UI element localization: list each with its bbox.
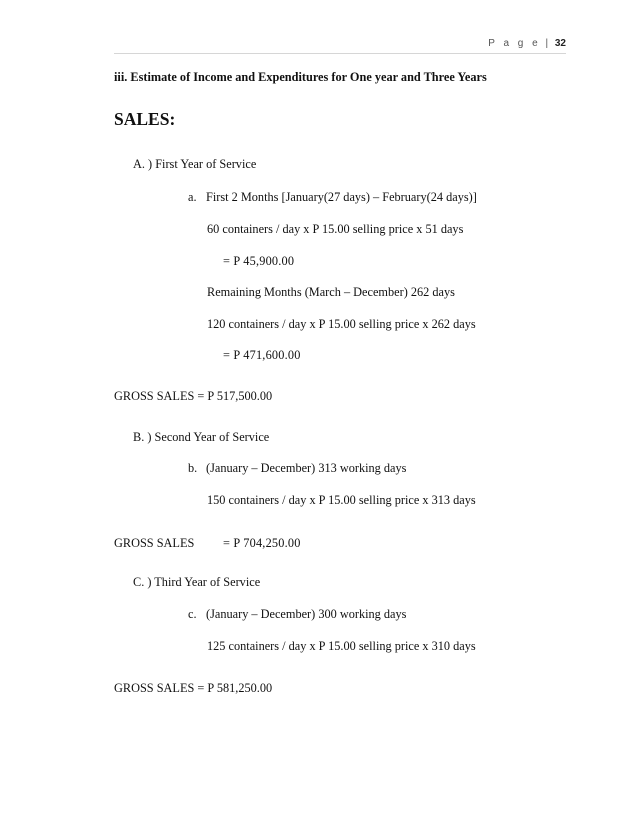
first-year-remaining: Remaining Months (March – December) 262 days (207, 285, 455, 299)
second-year-item (188, 461, 406, 475)
first-year-item (188, 190, 477, 204)
header-rule (114, 53, 566, 54)
second-year-gross-label: GROSS SALES (114, 536, 195, 550)
third-year-title: C. ) Third Year of Service (133, 575, 261, 589)
second-year-item-marker: b. (188, 461, 198, 475)
second-year-gross-value: = P 704,250.00 (223, 536, 301, 550)
third-year-item-marker: c. (188, 607, 197, 621)
second-year-calc: 150 containers / day x P 15.00 selling price x 313 days (207, 493, 476, 507)
third-year-item (188, 607, 406, 621)
page-header (488, 38, 566, 49)
third-year-item-text: (January – December) 300 working days (206, 607, 407, 621)
first-year-result-1: = P 45,900.00 (223, 254, 295, 268)
first-year-calc-2: 120 containers / day x P 15.00 selling price x 262 days (207, 317, 476, 331)
page-separator: | (545, 38, 549, 49)
first-year-result-2: = P 471,600.00 (223, 348, 301, 362)
first-year-item-text: First 2 Months [January(27 days) – February(24 days)] (206, 190, 477, 204)
second-year-title: B. ) Second Year of Service (133, 430, 270, 444)
first-year-title: A. ) First Year of Service (133, 157, 257, 171)
section-heading: iii. Estimate of Income and Expenditures for One year and Three Years (114, 70, 487, 84)
page-label: P a g e (488, 38, 541, 49)
first-year-gross-sales: GROSS SALES = P 517,500.00 (114, 389, 273, 403)
page-number: 32 (554, 38, 566, 49)
sales-title: SALES: (114, 109, 176, 129)
second-year-item-text: (January – December) 313 working days (206, 461, 407, 475)
first-year-calc-1: 60 containers / day x P 15.00 selling price x 51 days (207, 222, 464, 236)
third-year-calc: 125 containers / day x P 15.00 selling price x 310 days (207, 639, 476, 653)
first-year-item-marker: a. (188, 190, 197, 204)
third-year-gross-sales: GROSS SALES = P 581,250.00 (114, 681, 273, 695)
